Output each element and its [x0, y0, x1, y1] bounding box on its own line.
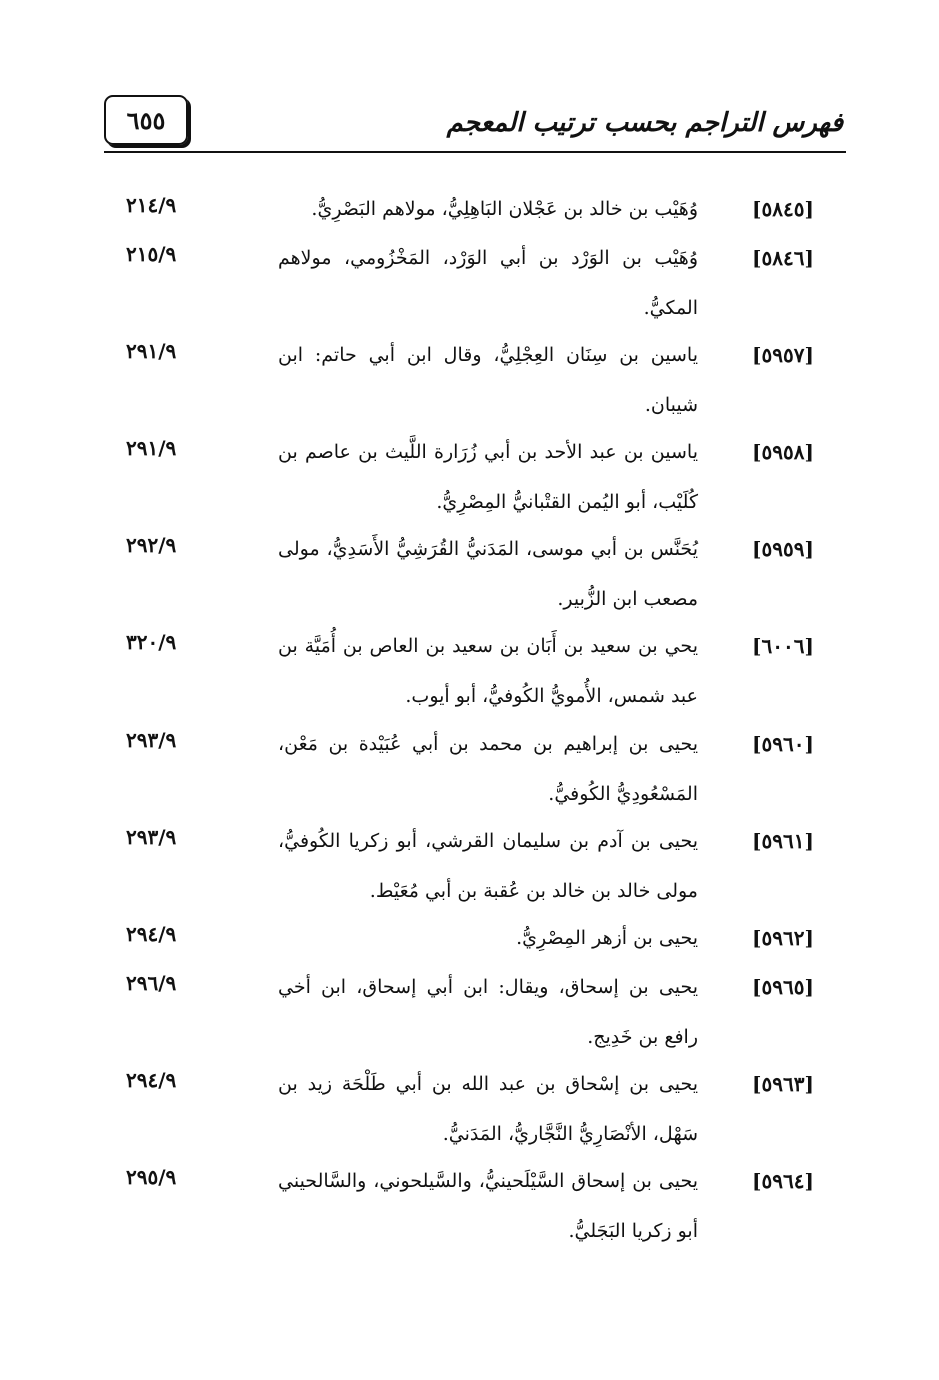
entry-name: يحيى بن آدم بن سليمان القرشي، أبو زكريا الكُوفيُّ، مولى خالد بن خالد بن عُقبة بن أبي مُعَيْط. [278, 830, 698, 902]
entry-number: [٥٩٦١] [752, 829, 814, 853]
entry-volume-page: ٢١٤/٩ [126, 193, 177, 217]
entry-name: يحيى بن إسْحاق بن عبد الله بن أبي طَلْحَة زيد بن سَهْل، الأنْصَارِيُّ النَّجَّاريُّ، المَدَنيُّ. [278, 1073, 698, 1145]
entry-number: [٥٩٦٢] [752, 926, 814, 950]
entry-number: [٥٨٤٥] [752, 197, 814, 221]
entry-volume-page: ٢٩٢/٩ [126, 533, 177, 557]
entry-name: يحي بن سعيد بن أَبَان بن سعيد بن العاص بن أُمَيَّة بن عبد شمس، الأُمويُّ الكُوفيُّ، أبو أيوب. [278, 635, 698, 707]
entry-name: يحيى بن إبراهيم بن محمد بن أبي عُبَيْدة بن مَعْن، المَسْعُودِيُّ الكُوفيُّ. [278, 733, 698, 805]
entry-number: [٥٩٥٩] [752, 537, 814, 561]
entry-name: ياسين بن سِنَان العِجْلِيُّ، وقال ابن أبي حاتم: ابن شيبان. [278, 344, 698, 416]
entry-name: يحيى بن إسحاق السَّيْلَحينيُّ، والسَّيلحوني، والسَّالحيني أبو زكريا البَجَليُّ. [278, 1170, 698, 1242]
entry-number: [٥٩٥٨] [752, 440, 814, 464]
entry-volume-page: ٢٩٤/٩ [126, 922, 177, 946]
entry-name: يحيى بن إسحاق، ويقال: ابن أبي إسحاق، ابن أخي رافع بن خَدِيج. [278, 976, 698, 1048]
entry-volume-page: ٢٩١/٩ [126, 339, 177, 363]
page-number: ٦٥٥ [126, 105, 166, 135]
entry-number: [٥٩٦٣] [752, 1072, 814, 1096]
entry-name: وُهَيْب بن الوَرْد بن أبي الوَرْد، المَخْزُومي، مولاهم المكيُّ. [278, 247, 698, 319]
entry-volume-page: ٢٩٥/٩ [126, 1165, 177, 1189]
entry-number: [٥٩٦٥] [752, 975, 814, 999]
entry-volume-page: ٢٩٤/٩ [126, 1068, 177, 1092]
running-title: فهرس التراجم بحسب ترتيب المعجم [446, 108, 843, 138]
header-rule [104, 151, 846, 153]
entry-number: [٥٨٤٦] [752, 246, 814, 270]
entry-number: [٥٩٥٧] [752, 343, 814, 367]
entry-number: [٦٠٠٦] [752, 634, 814, 658]
entry-name: ياسين بن عبد الأحد بن أبي زُرَارة اللَّيث بن عاصم بن كُلَيْب، أبو اليُمن القتْبانيُّ المِصْرِيُّ. [278, 441, 698, 513]
entry-name: وُهَيْب بن خالد بن عَجْلان البَاهِلِيُّ، مولاهم البَصْرِيُّ. [311, 198, 698, 220]
entry-volume-page: ٢٩٣/٩ [126, 728, 177, 752]
entry-number: [٥٩٦٠] [752, 732, 814, 756]
entry-volume-page: ٢٩٦/٩ [126, 971, 177, 995]
entry-volume-page: ٢٩٣/٩ [126, 825, 177, 849]
entry-name: يحيى بن أزهر المِصْرِيُّ. [516, 927, 698, 949]
entry-volume-page: ٢١٥/٩ [126, 242, 177, 266]
entry-volume-page: ٢٩١/٩ [126, 436, 177, 460]
entry-volume-page: ٣٢٠/٩ [126, 630, 177, 654]
page-number-box [104, 95, 188, 145]
entry-name: يُحَنَّس بن أبي موسى، المَدَنيُّ القُرَشِيُّ الأَسَدِيُّ، مولى مصعب ابن الزُّبير. [278, 538, 698, 610]
entry-number: [٥٩٦٤] [752, 1169, 814, 1193]
